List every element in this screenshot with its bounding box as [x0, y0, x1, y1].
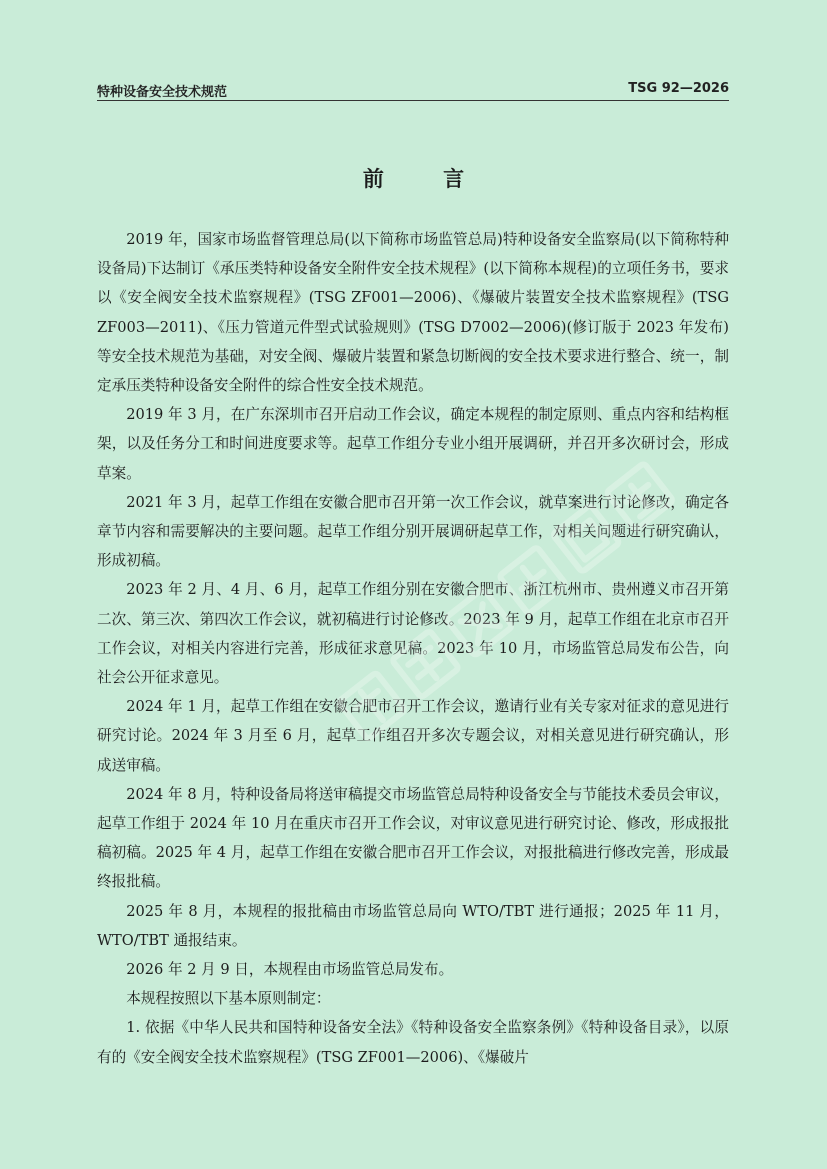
- header-series-title: 特种设备安全技术规范: [97, 85, 228, 100]
- paragraph: 2019 年 3 月，在广东深圳市召开启动工作会议，确定本规程的制定原则、重点内容和结构框架，以及任务分工和时间进度要求等。起草工作组分专业小组开展调研，并召开多次研讨会，形成草案。: [97, 406, 729, 482]
- paragraph: 2024 年 1 月，起草工作组在安徽合肥市召开工作会议，邀请行业有关专家对征求的意见进行研究讨论。2024 年 3 月至 6 月，起草工作组召开多次专题会议，对相关意见进行研究确认，形成送审稿。: [97, 698, 729, 774]
- header-standard-number: TSG 92—2026: [628, 81, 729, 96]
- header-divider: [97, 100, 729, 101]
- paragraph: 2024 年 8 月，特种设备局将送审稿提交市场监管总局特种设备安全与节能技术委员会审议，起草工作组于 2024 年 10 月在重庆市召开工作会议，对审议意见进行研究讨论、修改，形成报批稿初稿。2025 年 4 月，起草工作组在安徽合肥市召开工作会议，对报批稿进行修改完善，形成最终报批稿。: [97, 785, 729, 891]
- paragraph: 2023 年 2 月、4 月、6 月，起草工作组分别在安徽合肥市、浙江杭州市、贵州遵义市召开第二次、第三次、第四次工作会议，就初稿进行讨论修改。2023 年 9 月，起草工作组在北京市召开工作会议，对相关内容进行完善，形成征求意见稿。2023 年 10 月，市场监管总局发布公告，向社会公开征求意见。: [97, 581, 729, 687]
- page-header: [97, 78, 729, 100]
- paragraph: 2019 年，国家市场监督管理总局(以下简称市场监管总局)特种设备安全监察局(以下简称特种设备局)下达制订《承压类特种设备安全附件安全技术规程》(以下简称本规程)的立项任务书，要求以《安全阀安全技术监察规程》(TSG ZF001—2006)、《爆破片装置安全技术监察规程》(TSG ZF003—2011)、《压力管道元件型式试验规则》(TSG D7002—2006)(修订版于 2023 年发布)等安全技术规范为基础，对安全阀、爆破片装置和紧急切断阀的安全技术要求进行整合、统一，制定承压类特种设备安全附件的综合性安全技术规范。: [97, 231, 729, 395]
- document-body: [97, 225, 729, 1072]
- paragraph: 2026 年 2 月 9 日，本规程由市场监管总局发布。: [126, 961, 454, 979]
- paragraph: 本规程按照以下基本原则制定：: [126, 990, 331, 1008]
- section-title: 前 言: [362, 167, 491, 191]
- paragraph: 1. 依据《中华人民共和国特种设备安全法》《特种设备安全监察条例》《特种设备目录》，以原有的《安全阀安全技术监察规程》(TSG ZF001—2006)、《爆破片: [97, 1019, 729, 1066]
- paragraph: 2025 年 8 月，本规程的报批稿由市场监管总局向 WTO/TBT 进行通报；2025 年 11 月，WTO/TBT 通报结束。: [97, 902, 729, 949]
- paragraph: 2021 年 3 月，起草工作组在安徽合肥市召开第一次工作会议，就草案进行讨论修改，确定各章节内容和需要解决的主要问题。起草工作组分别开展调研起草工作，对相关问题进行研究确认，形成初稿。: [97, 493, 729, 570]
